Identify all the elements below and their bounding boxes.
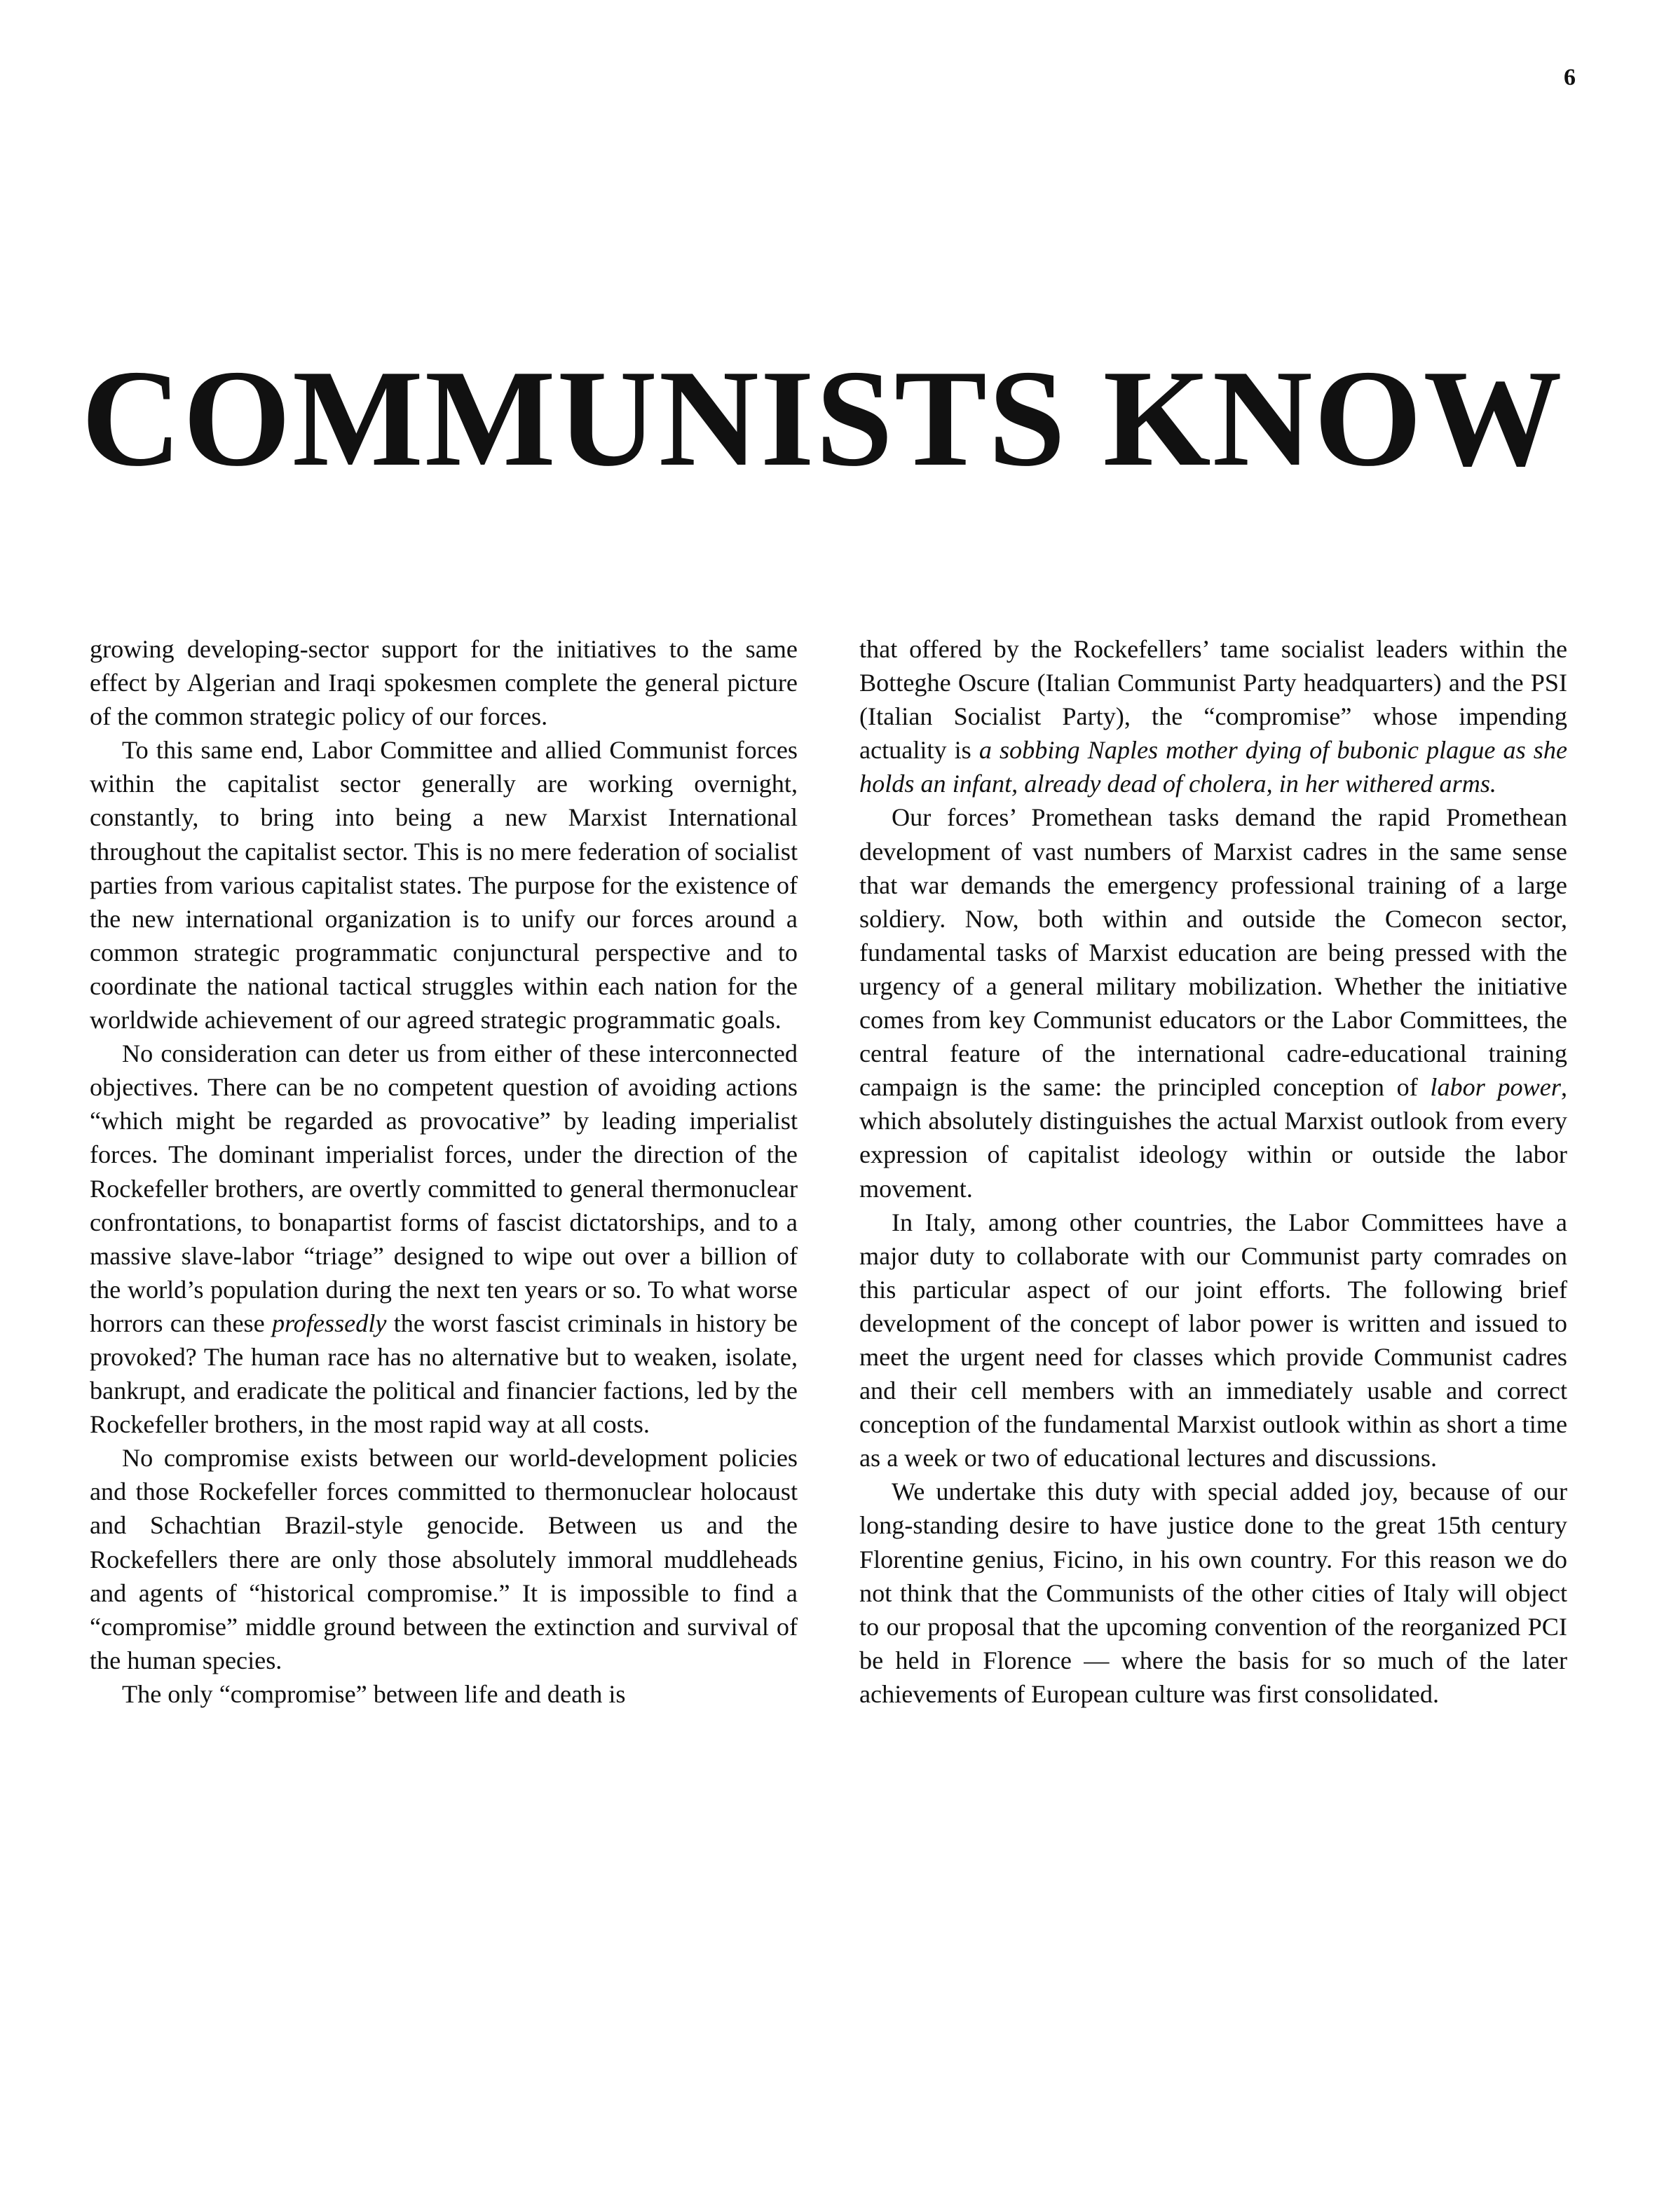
emphasis-text: labor power xyxy=(1430,1073,1561,1102)
paragraph xyxy=(90,1037,798,1441)
emphasis-text: a sobbing Naples mother dying of bubonic plague as she holds an infant, already dead of cholera, in her withered arms. xyxy=(859,736,1568,798)
left-column xyxy=(90,632,798,1711)
paragraph: The only “compromise” between life and death is xyxy=(122,1679,626,1708)
paragraph: In Italy, among other countries, the Labor Committees have a major duty to collaborate with our Communist party comrades on this particular aspect of our joint efforts. The following brief development of the concept of labor power is written and issued to meet the urgent need for classes which provide Communist cadres and their cell members with an immediately usable and correct conception of the fundamental Marxist outlook within as short a time as a week or two of educational lectures and discussions. xyxy=(859,1208,1567,1473)
text-run: , which absolutely distinguishes the actual Marxist outlook from every expression of capitalist ideology within or outside the labor movement. xyxy=(859,1073,1567,1203)
paragraph: We undertake this duty with special added joy, because of our long-standing desire to have justice done to the great 15th century Florentine genius, Ficino, in his own country. For this reason we do not think that the Communists of the other cities of Italy will object to our proposal that the upcoming convention of the reorganized PCI be held in Florence — where the basis for so much of the later achievements of European culture was first consolidated. xyxy=(859,1477,1567,1708)
page-number: 6 xyxy=(1564,64,1576,90)
paragraph xyxy=(859,800,1567,1205)
headline: COMMUNISTS KNOW xyxy=(81,341,1564,495)
paragraph: No compromise exists between our world-development policies and those Rockefeller forces committed to thermonuclear holocaust and Schachtian Brazil-style genocide. Between us and the Rockefellers there are only those absolutely immoral muddleheads and agents of “historical compromise.” It is impossible to find a “compromise” middle ground between the extinction and survival of the human species. xyxy=(90,1444,798,1674)
right-column xyxy=(859,632,1567,1711)
text-run: No consideration can deter us from either of these interconnected objectives. There can be no competent question of avoiding actions “which might be regarded as provocative” by leading imperialist forces. The dominant imperialist forces, under the direction of the Rockefeller brothers, are overtly committed to general thermonuclear confrontations, to bonapartist forms of fascist dictatorships, and to a massive slave-labor “triage” designed to wipe out over a billion of the world’s population during the next ten years or so. To what worse horrors can these xyxy=(90,1039,798,1337)
text-run: Our forces’ Promethean tasks demand the rapid Promethean development of vast numbers of Marxist cadres in the same sense that war demands the emergency professional training of a large soldiery. Now, both within and outside the Comecon sector, fundamental tasks of Marxist education are being pressed with the urgency of a general military mobilization. Whether the initiative comes from key Communist educators or the Labor Committees, the central feature of the international cadre-educational training campaign is the same: the principled conception of xyxy=(859,803,1567,1102)
paragraph: growing developing-sector support for the initiatives to the same effect by Algerian and Iraqi spokesmen complete the general picture of the common strategic policy of our forces. xyxy=(90,635,798,731)
emphasis-text: professedly xyxy=(271,1309,387,1337)
text-run: that offered by the Rockefellers’ tame socialist leaders within the Botteghe Oscure (Italian Communist Party headquarters) and the PSI (Italian Socialist Party), the “compromise” whose impending actuality is xyxy=(859,635,1567,765)
paragraph xyxy=(859,632,1567,800)
text-run: the worst fascist criminals in history be provoked? The human race has no alternative but to weaken, isolate, bankrupt, and eradicate the political and financier factions, led by the Rockefeller brothers, in the most rapid way at all costs. xyxy=(90,1309,798,1439)
paragraph: To this same end, Labor Committee and allied Communist forces within the capitalist sector generally are working overnight, constantly, to bring into being a new Marxist International throughout the capitalist sector. This is no mere federation of socialist parties from various capitalist states. The purpose for the existence of the new international organization is to unify our forces around a common strategic programmatic conjunctural perspective and to coordinate the national tactical struggles within each nation for the worldwide achievement of our agreed strategic programmatic goals. xyxy=(90,736,798,1035)
